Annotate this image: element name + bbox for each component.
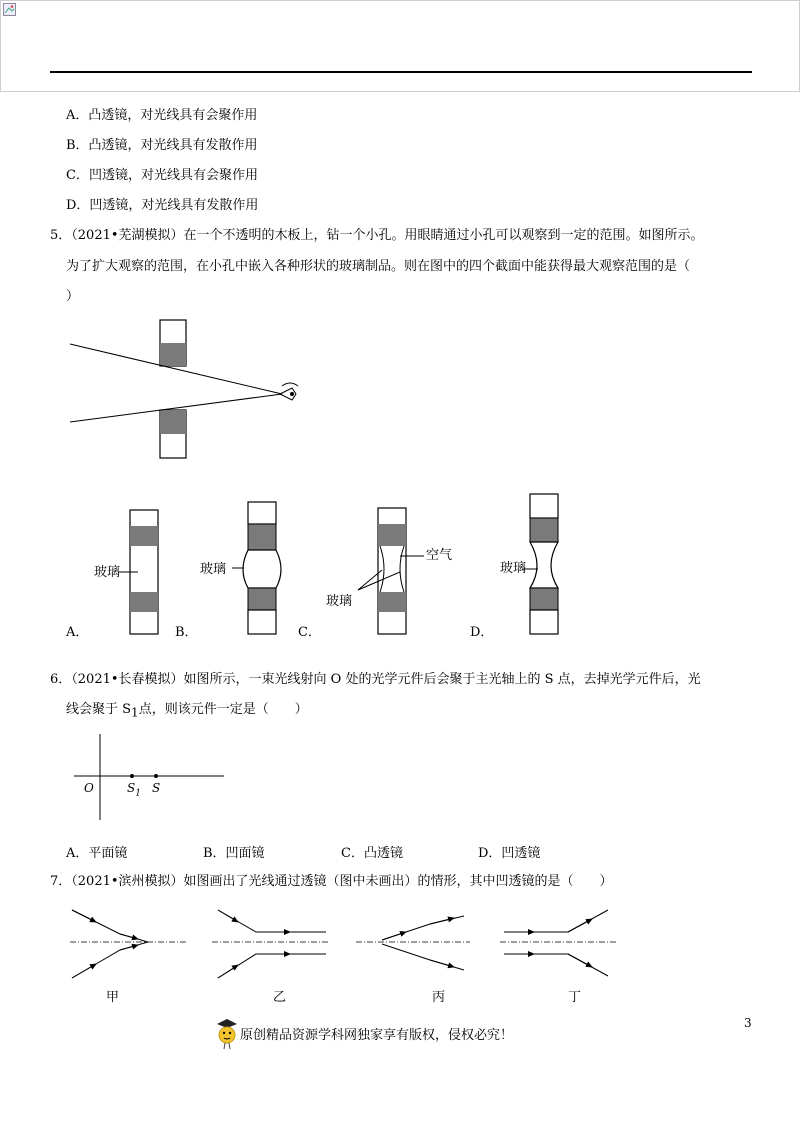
q6-text-line1: 6．（2021•长春模拟）如图所示，一束光线射向 O 处的光学元件后会聚于主光轴上的 S 点，去掉光学元件后，光 [50,672,701,687]
q6-text-line2: 线会聚于 $S_1$点，则该元件一定是（ ） [66,702,308,720]
footer [214,1016,513,1050]
broken-image-icon [3,3,16,16]
q7-rays-figure [60,898,630,990]
q7-label-bing: 丙 [432,990,446,1005]
q5-d-label: D． [470,625,494,640]
q4-option-a: A．凸透镜，对光线具有会聚作用 [66,108,258,123]
q6-fig-s1: $S_1$ [127,781,141,799]
q6-option-a: A．平面镜 [66,846,128,861]
q5-text-line2: 为了扩大观察的范围，在小孔中嵌入各种形状的玻璃制品。则在图中的四个截面中能获得最大观察范围的是（ [66,259,691,274]
q6-fig-o: O [84,781,94,795]
q4-option-b: B．凸透镜，对光线具有发散作用 [66,138,258,153]
q5-c-label: C． [298,625,321,640]
page-header [0,0,800,92]
q5-b-label: B． [175,625,198,640]
q5-c-glass-label: 玻璃 [326,594,353,609]
q5-a-label: A． [66,625,89,640]
q7-text-line1: 7．（2021•滨州模拟）如图画出了光线通过透镜（图中未画出）的情形，其中凹透镜的是（ ） [50,874,613,889]
q6-axis-figure [70,732,230,824]
q6-option-d: D．凹透镜 [478,846,541,861]
q5-a-glass-label: 玻璃 [94,565,121,580]
page-number: 3 [744,1016,752,1030]
q5-text-line1: 5．（2021•芜湖模拟）在一个不透明的木板上，钻一个小孔。用眼睛通过小孔可以观察到一定的范围。如图所示。 [50,228,704,243]
q5-c-air-label: 空气 [426,548,453,563]
q7-label-ding: 丁 [568,990,582,1005]
q6-option-c: C．凸透镜 [341,846,403,861]
q7-label-jia: 甲 [106,990,120,1005]
q6-option-b: B．凹面镜 [203,846,265,861]
footer-text: 原创精品资源学科网独家享有版权，侵权必究！ [240,1027,514,1043]
q5-option-c-figure [330,506,470,636]
header-rule [50,71,752,73]
q5-b-glass-label: 玻璃 [200,562,227,577]
q5-text-line3: ） [66,289,80,304]
q7-label-yi: 乙 [273,990,287,1005]
q6-fig-s: S [152,781,161,795]
q5-hole-figure [60,312,320,464]
q4-option-d: D．凹透镜，对光线具有发散作用 [66,198,259,213]
q4-option-c: C．凹透镜，对光线具有会聚作用 [66,168,258,183]
mascot-icon [214,1016,240,1050]
q5-d-glass-label: 玻璃 [500,561,527,576]
